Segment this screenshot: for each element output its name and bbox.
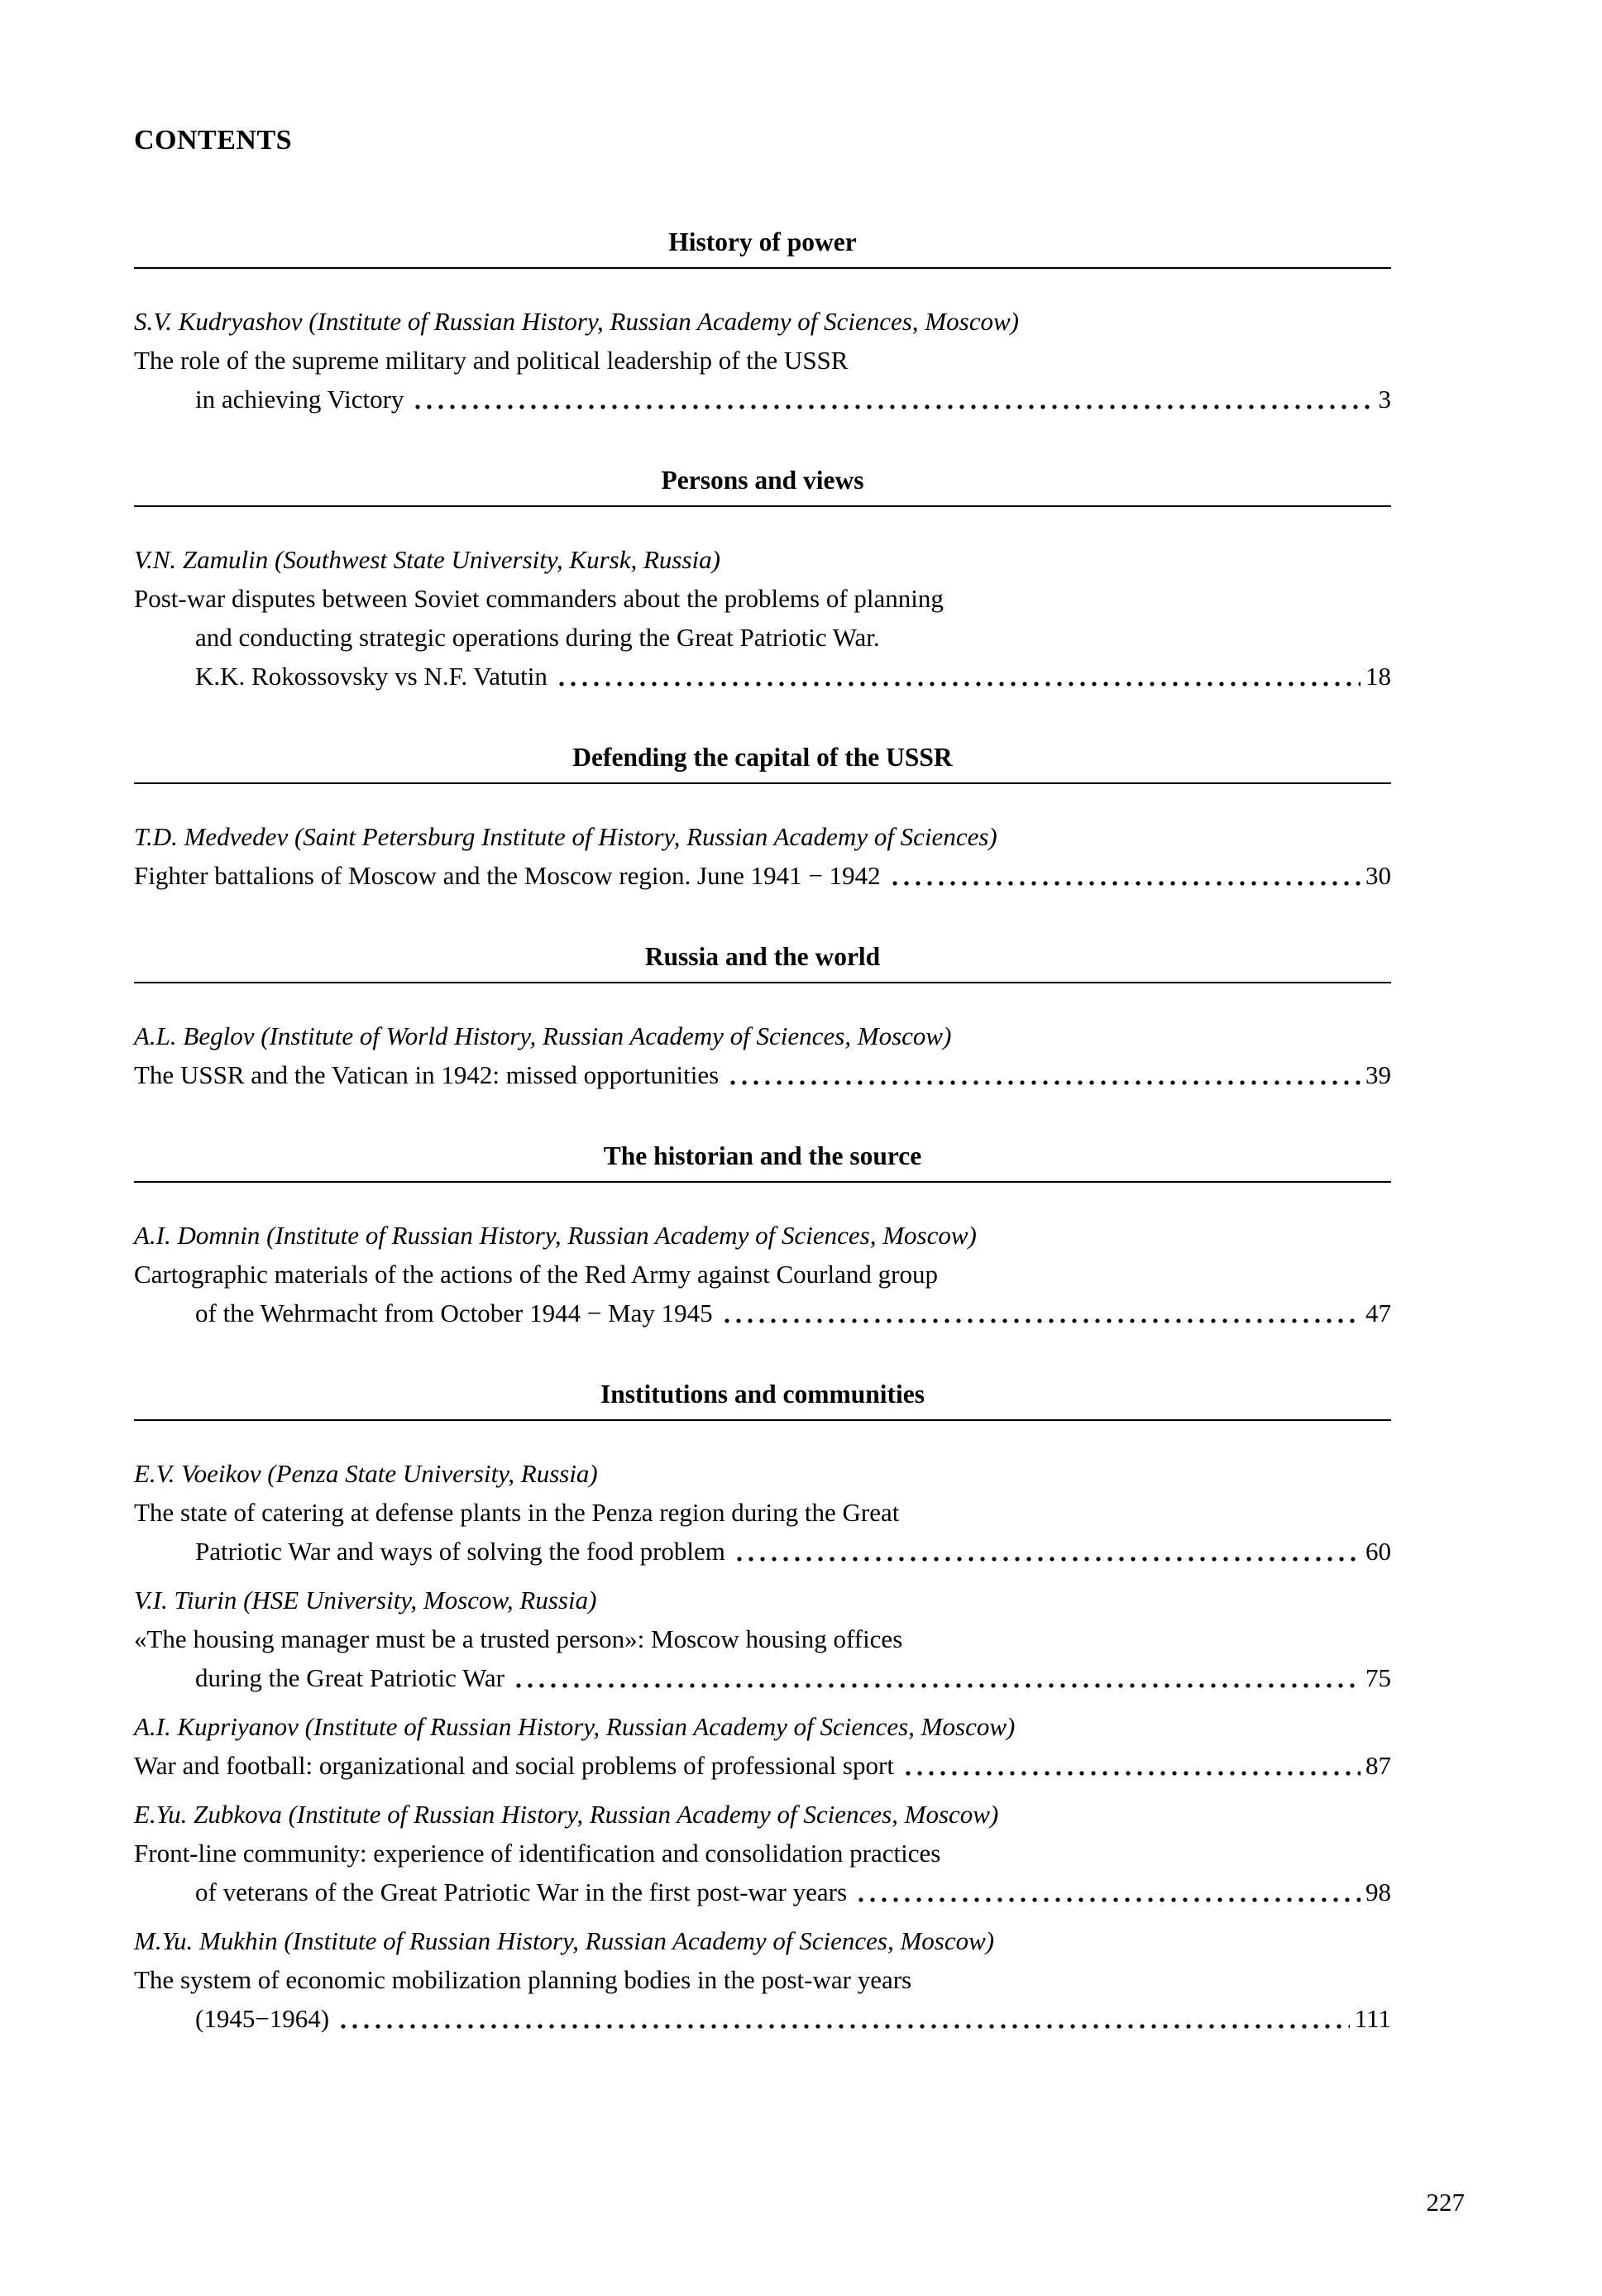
toc-line-text: of the Wehrmacht from October 1944 − May 1945 [195,1299,713,1327]
section-heading: History of power [134,227,1391,269]
toc-line [134,657,1391,696]
page-number: 47 [1365,1299,1391,1327]
toc-line-text: K.K. Rokossovsky vs N.F. Vatutin [195,662,548,691]
section-heading: The historian and the source [134,1141,1391,1183]
toc-line [134,1873,1391,1911]
section-institutions-communities [134,1379,1391,2038]
entry-beglov [134,1016,1391,1094]
toc-line [134,1834,1391,1873]
toc-line [134,579,1391,618]
section-heading: Persons and views [134,465,1391,507]
dot-leader [337,1999,1350,2038]
toc-line [134,1294,1391,1332]
toc-line-text: Cartographic materials of the actions of the Red Army against Courland group [134,1260,938,1289]
entry-voeikov [134,1454,1391,1571]
toc-line-text: The role of the supreme military and political leadership of the USSR [134,346,849,375]
dot-leader [855,1873,1361,1911]
dot-leader [556,657,1361,696]
toc-line-text: The system of economic mobilization planning bodies in the post-war years [134,1965,912,1994]
toc-line-text: Patriotic War and ways of solving the food problem [195,1537,725,1566]
toc-line [134,1532,1391,1571]
toc-line-text: in achieving Victory [195,385,404,414]
toc-line [134,1255,1391,1294]
section-heading: Defending the capital of the USSR [134,742,1391,784]
entry-kudryashov [134,302,1391,419]
toc-line [134,1999,1391,2038]
entry-author: M.Yu. Mukhin (Institute of Russian History, Russian Academy of Sciences, Moscow) [134,1926,995,1955]
dot-leader [721,1294,1361,1332]
dot-leader [727,1055,1361,1094]
entry-mukhin [134,1921,1391,2038]
dot-leader [734,1532,1361,1571]
dot-leader [513,1658,1361,1697]
page-number: 18 [1365,662,1391,691]
toc-line-text: Fighter battalions of Moscow and the Moscow region. June 1941 − 1942 [134,861,881,890]
toc-line [134,1746,1391,1785]
toc-line [134,341,1391,380]
toc-line [134,618,1391,657]
section-heading: Russia and the world [134,941,1391,983]
entry-kupriyanov [134,1707,1391,1785]
page-number: 39 [1365,1060,1391,1089]
toc-line [134,1960,1391,1999]
section-russia-and-world [134,941,1391,1094]
entry-author: A.I. Domnin (Institute of Russian History, Russian Academy of Sciences, Moscow) [134,1221,977,1250]
toc-line [134,1619,1391,1658]
section-historian-and-source [134,1141,1391,1332]
toc-line [134,1658,1391,1697]
section-persons-and-views [134,465,1391,696]
dot-leader [412,380,1373,419]
page-number: 30 [1365,861,1391,890]
entry-tiurin [134,1581,1391,1697]
toc-line [134,1493,1391,1532]
toc-line-text: (1945−1964) [195,2004,330,2033]
toc-line-text: of veterans of the Great Patriotic War in the first post-war years [195,1877,848,1906]
footer-page-number: 227 [1426,2188,1465,2217]
entry-author: V.N. Zamulin (Southwest State University, Kursk, Russia) [134,545,720,574]
section-heading: Institutions and communities [134,1379,1391,1421]
toc-line-text: Front-line community: experience of identification and consolidation practices [134,1839,941,1868]
entry-author: A.I. Kupriyanov (Institute of Russian History, Russian Academy of Sciences, Moscow) [134,1712,1016,1741]
toc-line-text: «The housing manager must be a trusted person»: Moscow housing offices [134,1624,903,1653]
toc-line [134,856,1391,895]
entry-author: E.Yu. Zubkova (Institute of Russian History, Russian Academy of Sciences, Moscow) [134,1800,999,1829]
toc-line-text: The USSR and the Vatican in 1942: missed opportunities [134,1060,720,1089]
entry-zubkova [134,1795,1391,1911]
page-number: 111 [1354,2004,1391,2033]
entry-zamulin [134,540,1391,696]
page-number: 3 [1378,385,1391,414]
page-content [134,124,1391,2038]
toc-line-text: War and football: organizational and social problems of professional sport [134,1751,894,1780]
entry-author: A.L. Beglov (Institute of World History, Russian Academy of Sciences, Moscow) [134,1021,952,1050]
toc-line-text: and conducting strategic operations during the Great Patriotic War. [195,623,880,652]
toc-line-text: The state of catering at defense plants in the Penza region during the Great [134,1498,900,1527]
page-title: CONTENTS [134,125,293,155]
toc-line [134,380,1391,419]
entry-author: E.V. Voeikov (Penza State University, Russia) [134,1459,598,1488]
page-number: 60 [1365,1537,1391,1566]
dot-leader [902,1746,1361,1785]
toc-line-text: Post-war disputes between Soviet commanders about the problems of planning [134,584,944,613]
entry-domnin [134,1216,1391,1332]
section-history-of-power [134,227,1391,419]
entry-medvedev [134,817,1391,895]
page-number: 75 [1365,1663,1391,1692]
entry-author: V.I. Tiurin (HSE University, Moscow, Russia) [134,1586,597,1614]
entry-author: T.D. Medvedev (Saint Petersburg Institute of History, Russian Academy of Sciences) [134,822,997,851]
entry-author: S.V. Kudryashov (Institute of Russian History, Russian Academy of Sciences, Moscow) [134,307,1019,336]
dot-leader [889,856,1361,895]
page-number: 98 [1365,1877,1391,1906]
section-defending-capital [134,742,1391,895]
toc-line [134,1055,1391,1094]
page-number: 87 [1365,1751,1391,1780]
toc-line-text: during the Great Patriotic War [195,1663,505,1692]
